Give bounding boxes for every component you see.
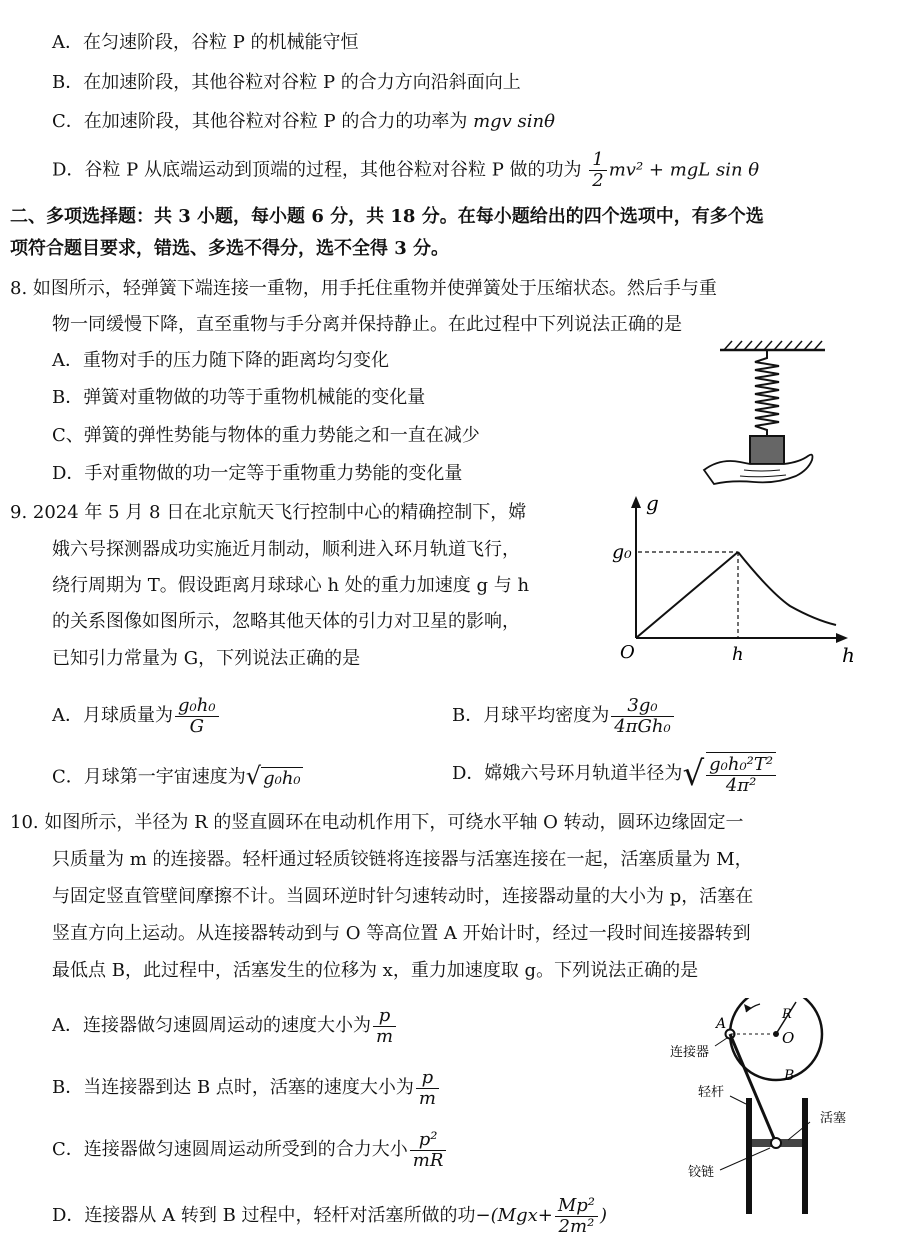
fig-label-o: O — [782, 1029, 795, 1047]
q10-mechanism-figure — [660, 998, 890, 1220]
q9-option-b — [452, 692, 676, 740]
fig-label-hinge: 铰链 — [688, 1165, 715, 1180]
q9-option-c — [52, 752, 303, 803]
q9-option-b-text: B．月球平均密度为 — [452, 705, 610, 726]
q9-stem-line2: 娥六号探测器成功实施近月制动，顺利进入环月轨道飞行， — [52, 539, 520, 560]
q7-option-c-formula: mgv sinθ — [473, 111, 555, 132]
q10-stem-line4: 竖直方向上运动。从连接器转动到与 O 等高位置 A 开始计时，经过一段时间连接器转到 — [52, 923, 751, 944]
q10-option-d-post: ) — [600, 1205, 608, 1226]
section2-heading-line1: 二、多项选择题：共 3 小题，每小题 6 分，共 18 分。在每小题给出的四个选项中，有多个选 — [10, 206, 764, 227]
graph-h-label: h — [732, 644, 744, 664]
q7-option-c — [52, 109, 555, 135]
q9-option-a-text: A．月球质量为 — [52, 705, 173, 726]
light-rod — [730, 1034, 776, 1143]
q10-option-d-pre: −(Mgx+ — [475, 1205, 553, 1226]
q9-option-a-fraction: $\frac{\text{g₀h₀}}{G}$ — [175, 696, 219, 737]
q10-option-a — [52, 1002, 398, 1050]
q10-option-c-fraction: $\frac{\text{p²}}{mR}$ — [410, 1130, 447, 1171]
q10-stem-line3: 与固定竖直管壁间摩擦不计。当圆环逆时针匀速转动时，连接器动量的大小为 p，活塞在 — [52, 886, 754, 907]
graph-g0-label: g₀ — [612, 541, 632, 563]
q7-option-a: A．在匀速阶段，谷粒 P 的机械能守恒 — [52, 32, 359, 53]
q7-option-d-text: D．谷粒 P 从底端运动到顶端的过程，其他谷粒对谷粒 P 做的功为 — [52, 159, 582, 181]
tube-right — [802, 1098, 808, 1214]
q10-option-c-text: C．连接器做匀速圆周运动所受到的合力大小 — [52, 1139, 408, 1160]
q9-option-a — [52, 692, 221, 740]
spring-icon — [755, 350, 779, 436]
q7-option-d-fraction: $\frac{1}{2}$ — [589, 150, 606, 191]
q10-stem-line5: 最低点 B，此过程中，活塞发生的位移为 x，重力加速度取 g。下列说法正确的是 — [52, 960, 699, 981]
q10-option-b-fraction: $\frac{p}{m}$ — [416, 1068, 439, 1109]
q8-option-b: B．弹簧对重物做的功等于重物机械能的变化量 — [52, 387, 426, 408]
q9-stem-line3: 绕行周期为 T。假设距离月球球心 h 处的重力加速度 g 与 h — [52, 575, 530, 596]
q10-option-c — [52, 1126, 448, 1174]
graph-ylabel: g — [646, 492, 659, 515]
q8-stem-line2: 物一同缓慢下降，直至重物与手分离并保持静止。在此过程中下列说法正确的是 — [52, 314, 682, 335]
weight-block — [750, 436, 784, 464]
graph-xlabel: h — [842, 643, 855, 664]
q10-stem-line1: 10. 如图所示，半径为 R 的竖直圆环在电动机作用下，可绕水平轴 O 转动，圆环边缘固定一 — [10, 812, 744, 833]
q10-option-b-text: B．当连接器到达 B 点时，活塞的速度大小为 — [52, 1077, 414, 1098]
fig-label-connector: 连接器 — [670, 1045, 710, 1060]
q9-stem-line1: 9. 2024 年 5 月 8 日在北京航天飞行控制中心的精确控制下，嫦 — [10, 502, 527, 523]
q8-spring-figure — [700, 338, 840, 490]
q9-option-b-fraction: $\frac{\text{3g₀}}{\text{4πGh₀}}$ — [611, 696, 673, 737]
q9-option-d-text: D．嫦娥六号环月轨道半径为 — [452, 763, 683, 784]
q8-stem-line1: 8. 如图所示，轻弹簧下端连接一重物，用手托住重物并使弹簧处于压缩状态。然后手与重 — [10, 278, 717, 299]
graph-origin-label: O — [620, 642, 635, 663]
q7-option-c-text: C．在加速阶段，其他谷粒对谷粒 P 的合力的功率为 — [52, 111, 468, 132]
q9-option-d — [452, 748, 778, 800]
q7-option-d-formula: mv² + mgL sin θ — [608, 159, 760, 181]
q10-stem-line2: 只质量为 m 的连接器。轻杆通过轻质铰链将连接器与活塞连接在一起，活塞质量为 M， — [52, 849, 753, 870]
q10-option-a-text: A．连接器做匀速圆周运动的速度大小为 — [52, 1015, 371, 1036]
q8-option-a: A．重物对手的压力随下降的距离均匀变化 — [52, 350, 389, 371]
q9-option-d-sqrt: √ $\frac{\text{g₀h₀²T²}}{\text{4π²}}$ — [682, 748, 778, 800]
q10-option-a-fraction: $\frac{p}{m}$ — [373, 1006, 396, 1047]
q8-option-c: C、弹簧的弹性势能与物体的重力势能之和一直在减少 — [52, 425, 480, 446]
q10-option-d — [52, 1192, 607, 1240]
q10-option-d-text: D．连接器从 A 转到 B 过程中，轻杆对活塞所做的功 — [52, 1205, 476, 1226]
q10-option-b — [52, 1064, 441, 1112]
fig-label-b: B — [784, 1068, 795, 1084]
q10-option-d-fraction: $\frac{\text{Mp²}}{\text{2m²}}$ — [555, 1196, 598, 1237]
q9-g-h-graph — [610, 492, 870, 664]
q7-option-d — [52, 150, 759, 191]
fig-label-rod: 轻杆 — [698, 1085, 725, 1100]
fig-label-r: R — [782, 1007, 792, 1022]
section2-heading-line2: 项符合题目要求，错选、多选不得分，选不全得 3 分。 — [10, 238, 450, 259]
fig-label-piston: 活塞 — [820, 1111, 847, 1126]
q9-option-c-text: C．月球第一宇宙速度为 — [52, 766, 246, 788]
hinge-dot — [771, 1138, 781, 1148]
q8-option-d: D．手对重物做的功一定等于重物重力势能的变化量 — [52, 463, 463, 484]
q9-option-c-sqrt: √ g₀h₀ — [245, 762, 301, 790]
q7-option-b: B．在加速阶段，其他谷粒对谷粒 P 的合力方向沿斜面向上 — [52, 72, 521, 93]
fig-label-a: A — [716, 1016, 727, 1032]
q9-stem-line4: 的关系图像如图所示，忽略其他天体的引力对卫星的影响， — [52, 611, 520, 632]
q9-stem-line5: 已知引力常量为 G，下列说法正确的是 — [52, 648, 361, 669]
